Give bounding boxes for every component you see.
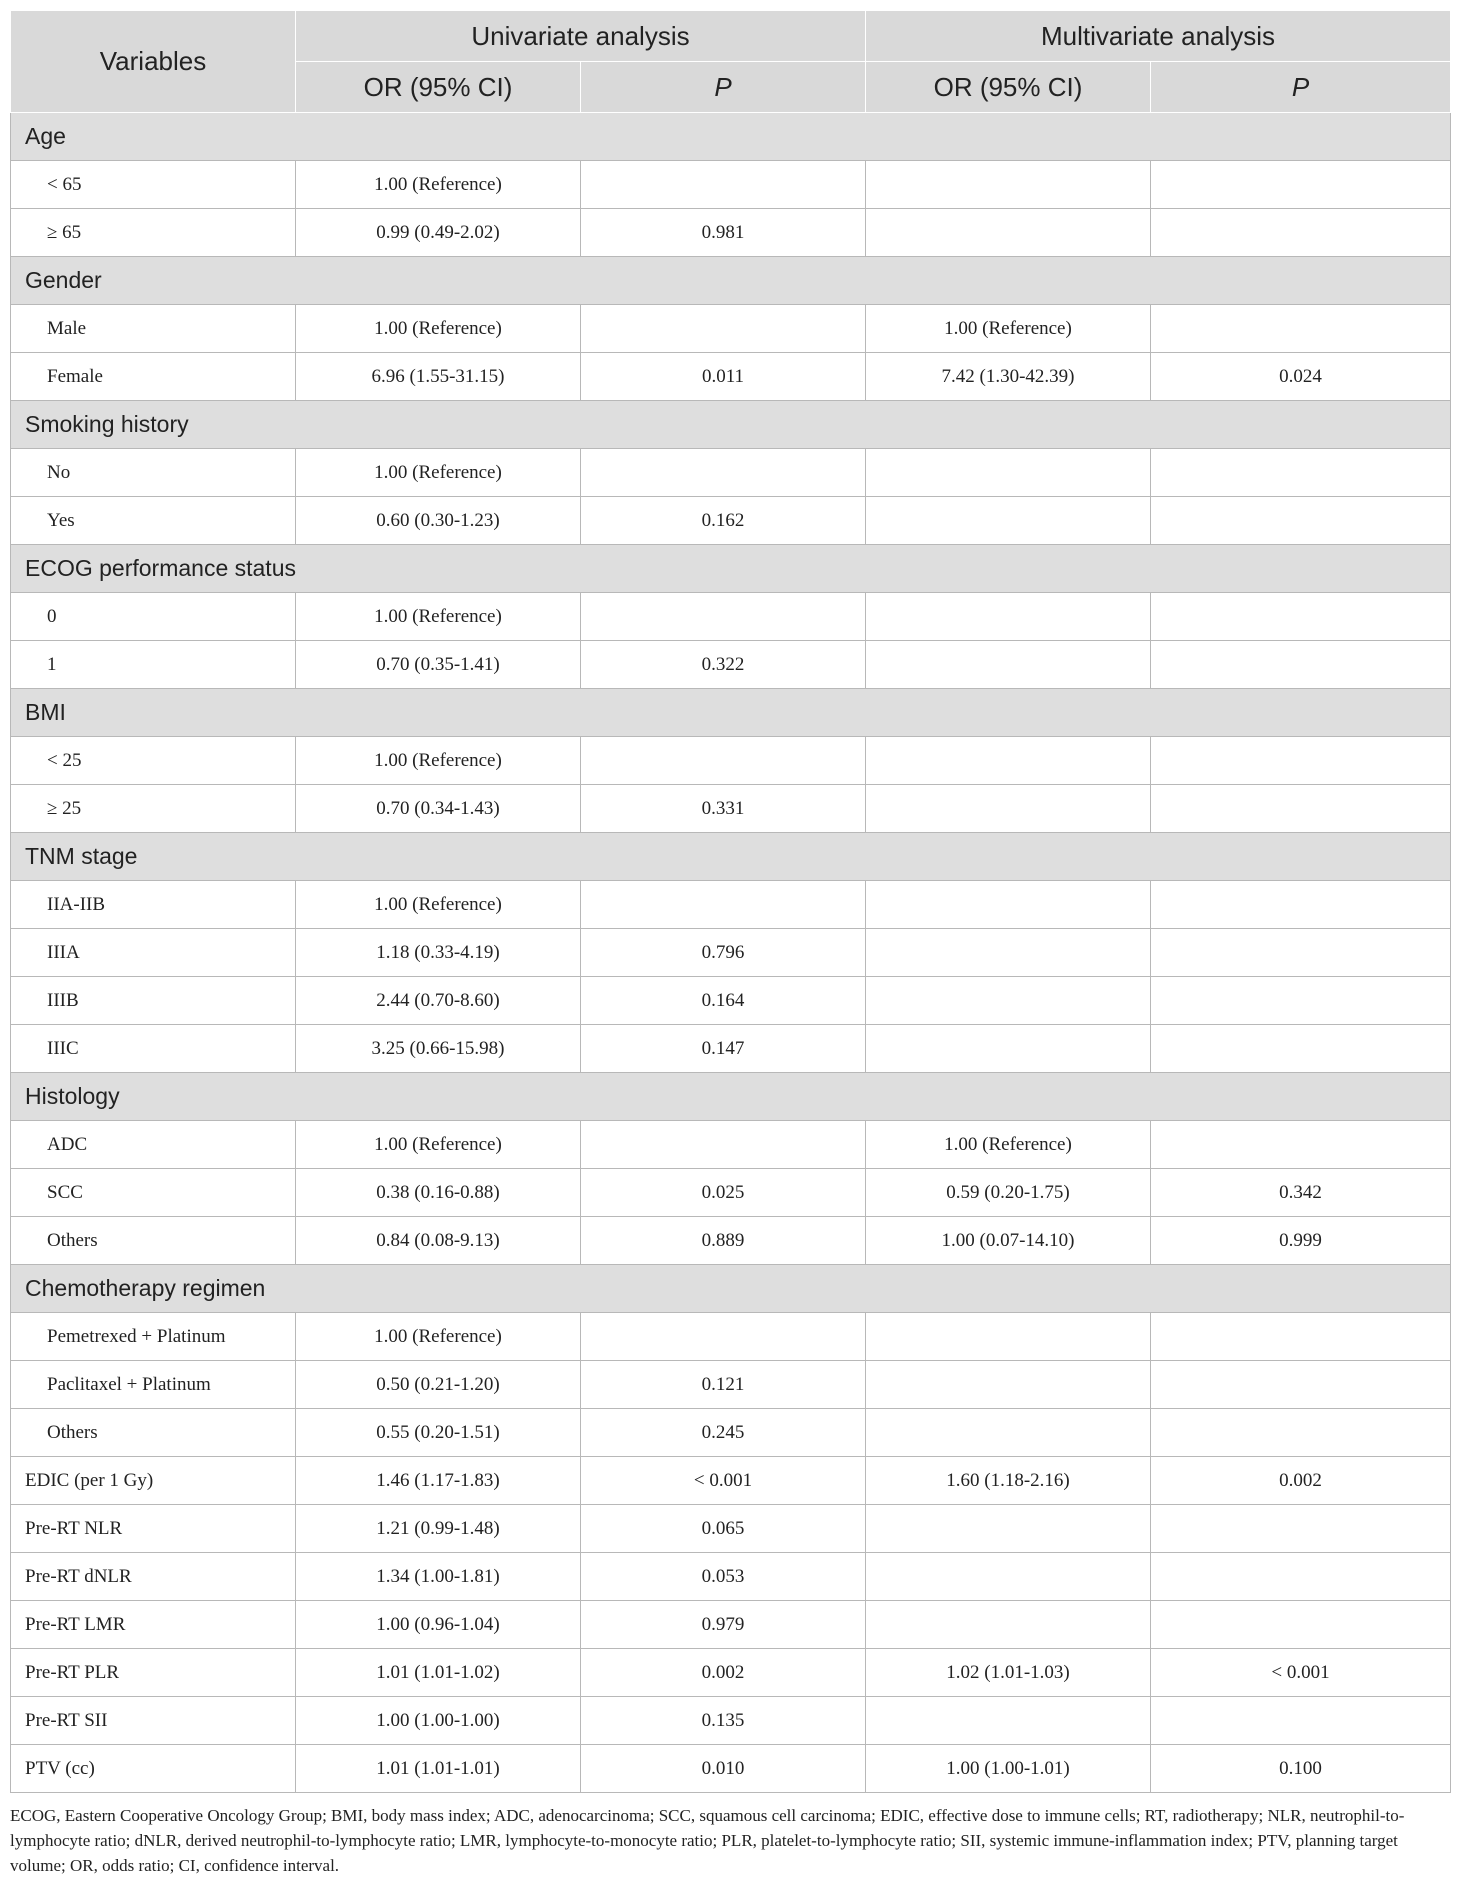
row-label: Yes xyxy=(11,497,296,545)
section-row xyxy=(11,833,1451,881)
row-label: Pemetrexed + Platinum xyxy=(11,1313,296,1361)
section-row xyxy=(11,257,1451,305)
table-row xyxy=(11,641,1451,689)
multivariate-or-cell xyxy=(866,1025,1151,1073)
section-label: Gender xyxy=(11,257,1451,305)
multivariate-p-cell xyxy=(1151,593,1451,641)
univariate-p-cell: 0.010 xyxy=(581,1745,866,1793)
univariate-p-cell xyxy=(581,305,866,353)
multivariate-or-cell xyxy=(866,641,1151,689)
multivariate-or-cell xyxy=(866,1361,1151,1409)
multivariate-p-cell xyxy=(1151,737,1451,785)
univariate-p-cell: 0.121 xyxy=(581,1361,866,1409)
multivariate-p-cell xyxy=(1151,449,1451,497)
multivariate-p-cell: 0.100 xyxy=(1151,1745,1451,1793)
row-label: IIA-IIB xyxy=(11,881,296,929)
multivariate-p-cell xyxy=(1151,1553,1451,1601)
multivariate-p-cell xyxy=(1151,1409,1451,1457)
section-row xyxy=(11,1265,1451,1313)
row-label: Others xyxy=(11,1409,296,1457)
table-row xyxy=(11,1505,1451,1553)
univariate-p-cell: 0.147 xyxy=(581,1025,866,1073)
multivariate-or-cell: 1.00 (1.00-1.01) xyxy=(866,1745,1151,1793)
table-row xyxy=(11,737,1451,785)
row-label: 0 xyxy=(11,593,296,641)
table-container xyxy=(10,10,1450,1878)
univariate-p-cell: 0.245 xyxy=(581,1409,866,1457)
univariate-or-cell: 0.70 (0.34-1.43) xyxy=(296,785,581,833)
row-label: No xyxy=(11,449,296,497)
table-row xyxy=(11,593,1451,641)
univariate-or-cell: 1.00 (Reference) xyxy=(296,593,581,641)
table-body xyxy=(11,113,1451,1793)
multivariate-p-cell: 0.342 xyxy=(1151,1169,1451,1217)
table-row xyxy=(11,785,1451,833)
table-row xyxy=(11,1409,1451,1457)
header-univariate: Univariate analysis xyxy=(296,11,866,62)
multivariate-p-cell xyxy=(1151,1121,1451,1169)
row-label: EDIC (per 1 Gy) xyxy=(11,1457,296,1505)
table-row xyxy=(11,1697,1451,1745)
multivariate-p-cell xyxy=(1151,305,1451,353)
univariate-or-cell: 1.00 (Reference) xyxy=(296,161,581,209)
univariate-or-cell: 1.00 (Reference) xyxy=(296,449,581,497)
header-multivariate: Multivariate analysis xyxy=(866,11,1451,62)
multivariate-or-cell xyxy=(866,593,1151,641)
table-row xyxy=(11,1217,1451,1265)
table-row xyxy=(11,1025,1451,1073)
multivariate-or-cell: 7.42 (1.30-42.39) xyxy=(866,353,1151,401)
univariate-or-cell: 1.00 (Reference) xyxy=(296,737,581,785)
multivariate-or-cell xyxy=(866,449,1151,497)
table-row xyxy=(11,209,1451,257)
univariate-p-cell xyxy=(581,449,866,497)
univariate-or-cell: 1.00 (0.96-1.04) xyxy=(296,1601,581,1649)
univariate-or-cell: 1.21 (0.99-1.48) xyxy=(296,1505,581,1553)
table-row xyxy=(11,1649,1451,1697)
univariate-p-cell: 0.322 xyxy=(581,641,866,689)
section-label: Age xyxy=(11,113,1451,161)
univariate-p-cell xyxy=(581,161,866,209)
row-label: PTV (cc) xyxy=(11,1745,296,1793)
header-uni-or: OR (95% CI) xyxy=(296,62,581,113)
row-label: Paclitaxel + Platinum xyxy=(11,1361,296,1409)
table-row xyxy=(11,1745,1451,1793)
row-label: Pre-RT NLR xyxy=(11,1505,296,1553)
section-label: TNM stage xyxy=(11,833,1451,881)
univariate-or-cell: 1.34 (1.00-1.81) xyxy=(296,1553,581,1601)
univariate-or-cell: 6.96 (1.55-31.15) xyxy=(296,353,581,401)
univariate-p-cell xyxy=(581,1313,866,1361)
row-label: IIIC xyxy=(11,1025,296,1073)
univariate-or-cell: 0.50 (0.21-1.20) xyxy=(296,1361,581,1409)
table-row xyxy=(11,1457,1451,1505)
multivariate-or-cell: 0.59 (0.20-1.75) xyxy=(866,1169,1151,1217)
univariate-or-cell: 1.00 (1.00-1.00) xyxy=(296,1697,581,1745)
section-row xyxy=(11,1073,1451,1121)
multivariate-p-cell xyxy=(1151,161,1451,209)
multivariate-or-cell xyxy=(866,737,1151,785)
multivariate-or-cell: 1.60 (1.18-2.16) xyxy=(866,1457,1151,1505)
univariate-p-cell: 0.796 xyxy=(581,929,866,977)
multivariate-p-cell xyxy=(1151,1313,1451,1361)
univariate-or-cell: 1.00 (Reference) xyxy=(296,1313,581,1361)
section-label: ECOG performance status xyxy=(11,545,1451,593)
multivariate-p-cell xyxy=(1151,1361,1451,1409)
univariate-p-cell xyxy=(581,1121,866,1169)
table-row xyxy=(11,977,1451,1025)
univariate-or-cell: 1.01 (1.01-1.01) xyxy=(296,1745,581,1793)
row-label: ≥ 65 xyxy=(11,209,296,257)
row-label: Pre-RT dNLR xyxy=(11,1553,296,1601)
multivariate-p-cell xyxy=(1151,929,1451,977)
univariate-p-cell: 0.981 xyxy=(581,209,866,257)
table-row xyxy=(11,1121,1451,1169)
header-multi-or: OR (95% CI) xyxy=(866,62,1151,113)
row-label: < 65 xyxy=(11,161,296,209)
header-multi-p: P xyxy=(1151,62,1451,113)
multivariate-or-cell xyxy=(866,497,1151,545)
row-label: ADC xyxy=(11,1121,296,1169)
row-label: Pre-RT LMR xyxy=(11,1601,296,1649)
row-label: Others xyxy=(11,1217,296,1265)
multivariate-p-cell xyxy=(1151,497,1451,545)
table-row xyxy=(11,1601,1451,1649)
regression-table xyxy=(10,10,1451,1793)
multivariate-p-cell xyxy=(1151,1025,1451,1073)
row-label: IIIA xyxy=(11,929,296,977)
multivariate-or-cell xyxy=(866,785,1151,833)
univariate-p-cell: 0.979 xyxy=(581,1601,866,1649)
multivariate-or-cell xyxy=(866,1505,1151,1553)
univariate-or-cell: 1.01 (1.01-1.02) xyxy=(296,1649,581,1697)
row-label: 1 xyxy=(11,641,296,689)
univariate-p-cell xyxy=(581,593,866,641)
univariate-p-cell: 0.025 xyxy=(581,1169,866,1217)
univariate-or-cell: 1.00 (Reference) xyxy=(296,1121,581,1169)
table-row xyxy=(11,1169,1451,1217)
univariate-or-cell: 0.55 (0.20-1.51) xyxy=(296,1409,581,1457)
section-label: Smoking history xyxy=(11,401,1451,449)
table-row xyxy=(11,305,1451,353)
univariate-or-cell: 0.70 (0.35-1.41) xyxy=(296,641,581,689)
table-row xyxy=(11,1553,1451,1601)
univariate-p-cell xyxy=(581,737,866,785)
multivariate-or-cell: 1.00 (Reference) xyxy=(866,1121,1151,1169)
section-row xyxy=(11,545,1451,593)
section-row xyxy=(11,113,1451,161)
univariate-or-cell: 1.18 (0.33-4.19) xyxy=(296,929,581,977)
univariate-p-cell: 0.135 xyxy=(581,1697,866,1745)
multivariate-p-cell xyxy=(1151,641,1451,689)
multivariate-or-cell xyxy=(866,209,1151,257)
table-row xyxy=(11,353,1451,401)
univariate-p-cell: 0.889 xyxy=(581,1217,866,1265)
row-label: Female xyxy=(11,353,296,401)
univariate-p-cell: 0.053 xyxy=(581,1553,866,1601)
univariate-or-cell: 0.84 (0.08-9.13) xyxy=(296,1217,581,1265)
multivariate-p-cell xyxy=(1151,881,1451,929)
univariate-or-cell: 0.99 (0.49-2.02) xyxy=(296,209,581,257)
multivariate-p-cell xyxy=(1151,1601,1451,1649)
multivariate-p-cell: 0.999 xyxy=(1151,1217,1451,1265)
table-row xyxy=(11,161,1451,209)
multivariate-p-cell: 0.002 xyxy=(1151,1457,1451,1505)
header-uni-p: P xyxy=(581,62,866,113)
multivariate-or-cell xyxy=(866,929,1151,977)
footnote: ECOG, Eastern Cooperative Oncology Group; BMI, body mass index; ADC, adenocarcinoma; SCC, squamous cell carcinoma; EDIC, effective dose to immune cells; RT, radiotherapy; NLR, neutrophil-to-lymphocyte ratio; dNLR, derived neutrophil-to-lymphocyte ratio; LMR, lymphocyte-to-monocyte ratio; PLR, platelet-to-lymphocyte ratio; SII, systemic immune-inflammation index; PTV, planning target volume; OR, odds ratio; CI, confidence interval. xyxy=(10,1806,1405,1875)
row-label: IIIB xyxy=(11,977,296,1025)
table-row xyxy=(11,1313,1451,1361)
table-row xyxy=(11,929,1451,977)
univariate-or-cell: 1.00 (Reference) xyxy=(296,305,581,353)
multivariate-or-cell xyxy=(866,1601,1151,1649)
univariate-or-cell: 2.44 (0.70-8.60) xyxy=(296,977,581,1025)
section-label: Chemotherapy regimen xyxy=(11,1265,1451,1313)
univariate-or-cell: 0.38 (0.16-0.88) xyxy=(296,1169,581,1217)
table-row xyxy=(11,497,1451,545)
univariate-or-cell: 1.00 (Reference) xyxy=(296,881,581,929)
row-label: ≥ 25 xyxy=(11,785,296,833)
univariate-p-cell xyxy=(581,881,866,929)
section-row xyxy=(11,689,1451,737)
univariate-p-cell: 0.011 xyxy=(581,353,866,401)
multivariate-p-cell xyxy=(1151,977,1451,1025)
multivariate-p-cell xyxy=(1151,785,1451,833)
univariate-p-cell: < 0.001 xyxy=(581,1457,866,1505)
univariate-p-cell: 0.331 xyxy=(581,785,866,833)
row-label: Male xyxy=(11,305,296,353)
multivariate-or-cell xyxy=(866,1553,1151,1601)
table-row xyxy=(11,881,1451,929)
multivariate-p-cell xyxy=(1151,1505,1451,1553)
univariate-or-cell: 3.25 (0.66-15.98) xyxy=(296,1025,581,1073)
multivariate-or-cell xyxy=(866,1697,1151,1745)
section-row xyxy=(11,401,1451,449)
multivariate-or-cell xyxy=(866,881,1151,929)
multivariate-or-cell xyxy=(866,1313,1151,1361)
multivariate-p-cell xyxy=(1151,209,1451,257)
univariate-p-cell: 0.162 xyxy=(581,497,866,545)
section-label: Histology xyxy=(11,1073,1451,1121)
table-row xyxy=(11,449,1451,497)
multivariate-or-cell xyxy=(866,977,1151,1025)
univariate-or-cell: 0.60 (0.30-1.23) xyxy=(296,497,581,545)
multivariate-or-cell: 1.00 (0.07-14.10) xyxy=(866,1217,1151,1265)
multivariate-or-cell: 1.00 (Reference) xyxy=(866,305,1151,353)
section-label: BMI xyxy=(11,689,1451,737)
multivariate-p-cell: < 0.001 xyxy=(1151,1649,1451,1697)
multivariate-or-cell xyxy=(866,161,1151,209)
table-header xyxy=(11,11,1451,113)
table-row xyxy=(11,1361,1451,1409)
univariate-p-cell: 0.065 xyxy=(581,1505,866,1553)
multivariate-or-cell xyxy=(866,1409,1151,1457)
univariate-p-cell: 0.002 xyxy=(581,1649,866,1697)
multivariate-p-cell xyxy=(1151,1697,1451,1745)
univariate-p-cell: 0.164 xyxy=(581,977,866,1025)
row-label: SCC xyxy=(11,1169,296,1217)
row-label: Pre-RT PLR xyxy=(11,1649,296,1697)
multivariate-p-cell: 0.024 xyxy=(1151,353,1451,401)
row-label: < 25 xyxy=(11,737,296,785)
univariate-or-cell: 1.46 (1.17-1.83) xyxy=(296,1457,581,1505)
row-label: Pre-RT SII xyxy=(11,1697,296,1745)
header-variables: Variables xyxy=(11,11,296,113)
multivariate-or-cell: 1.02 (1.01-1.03) xyxy=(866,1649,1151,1697)
